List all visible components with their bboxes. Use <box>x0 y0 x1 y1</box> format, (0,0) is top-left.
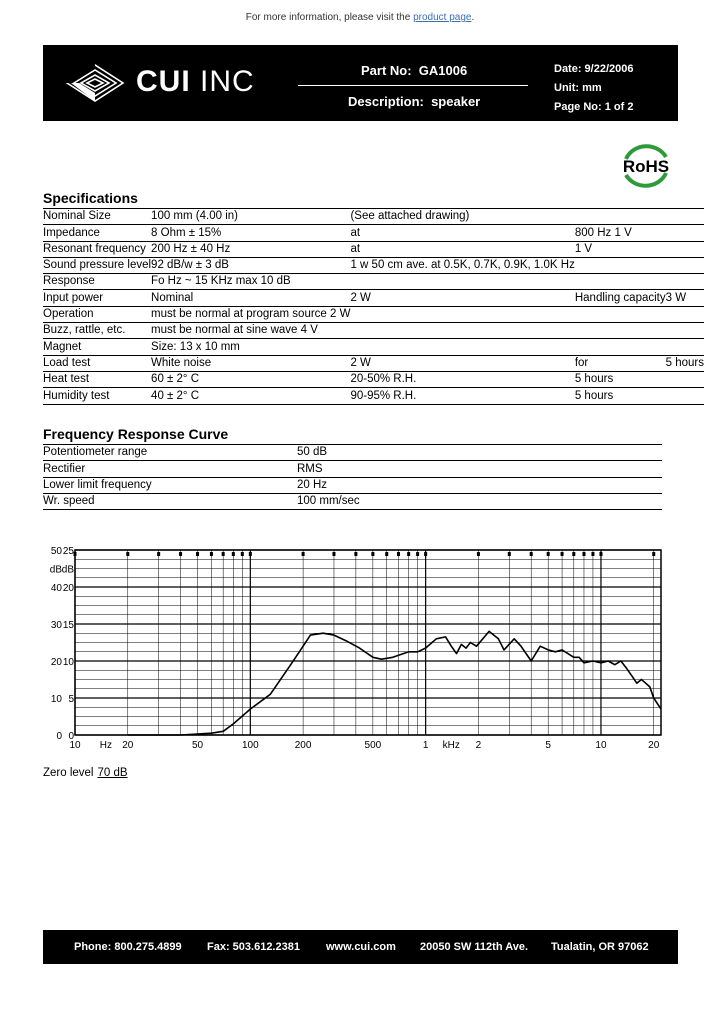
y-tick-label-right: dB <box>61 564 74 576</box>
y-tick-label-left: 30 <box>50 620 62 631</box>
spec-cell: 3 W <box>666 290 704 306</box>
grid-marker <box>397 552 400 556</box>
specifications-table <box>43 208 704 405</box>
grid-marker <box>302 552 305 556</box>
top-info-note <box>0 12 720 23</box>
y-tick-label-left: 40 <box>50 583 62 594</box>
part-value: GA1006 <box>418 63 468 78</box>
spec-cell: Resonant frequency <box>43 241 151 257</box>
spec-cell: 5 hours <box>666 355 704 371</box>
grid-marker <box>561 552 564 556</box>
footer-bar <box>43 930 678 964</box>
spec-cell <box>666 339 704 355</box>
y-tick-label-right: 0 <box>68 731 74 742</box>
part-number <box>361 63 467 78</box>
y-tick-label-left: 50 <box>50 546 62 557</box>
footer-fax: Fax: 503.612.2381 <box>207 941 300 953</box>
spec-cell <box>666 241 704 257</box>
freq-row <box>43 445 662 461</box>
header-banner <box>43 45 678 121</box>
spec-cell: at <box>350 225 574 241</box>
header-divider <box>298 85 528 86</box>
footer-phone: Phone: 800.275.4899 <box>74 941 182 953</box>
spec-cell: Handling capacity <box>575 290 666 306</box>
spec-cell <box>666 274 704 290</box>
spec-row <box>43 323 704 339</box>
spec-row <box>43 241 704 257</box>
spec-cell: (See attached drawing) <box>350 209 574 225</box>
freq-cell: Potentiometer range <box>43 445 297 461</box>
spec-cell: Humidity test <box>43 388 151 404</box>
desc-value: speaker <box>431 94 481 109</box>
spec-cell: 2 W <box>350 290 574 306</box>
spec-cell: Operation <box>43 306 151 322</box>
frequency-table <box>43 444 662 510</box>
x-tick-label: 50 <box>191 740 204 751</box>
x-tick-label: 200 <box>294 740 312 751</box>
spec-row <box>43 388 704 404</box>
spec-cell: 1 w 50 cm ave. at 0.5K, 0.7K, 0.9K, 1.0K Hz <box>350 257 574 273</box>
x-tick-label: Hz <box>99 740 112 751</box>
grid-marker <box>477 552 480 556</box>
x-tick-label: kHz <box>442 740 460 751</box>
grid-marker <box>126 552 129 556</box>
x-tick-label: 5 <box>545 740 551 751</box>
x-tick-label: 2 <box>475 740 482 751</box>
company-name <box>136 65 255 99</box>
part-label: Part No: <box>361 63 412 78</box>
spec-cell: Load test <box>43 355 151 371</box>
spec-cell: Nominal Size <box>43 209 151 225</box>
doc-date: Date: 9/22/2006 <box>554 63 634 75</box>
doc-page: Page No: 1 of 2 <box>554 101 634 113</box>
spec-row <box>43 290 704 306</box>
logo-bold-text: CUI <box>136 65 191 98</box>
product-page-link[interactable]: product page <box>413 12 472 23</box>
spec-cell: 2 W <box>350 355 574 371</box>
spec-cell: Buzz, rattle, etc. <box>43 323 151 339</box>
desc-label: Description: <box>348 94 424 109</box>
y-tick-label-left: 20 <box>50 657 62 668</box>
spec-row <box>43 274 704 290</box>
spec-cell <box>575 323 666 339</box>
spec-cell <box>666 257 704 273</box>
spec-cell: Sound pressure level <box>43 257 151 273</box>
grid-marker <box>222 552 225 556</box>
spec-cell: Size: 13 x 10 mm <box>151 339 350 355</box>
spec-cell: 90-95% R.H. <box>350 388 574 404</box>
rohs-badge-icon <box>618 141 674 191</box>
zero-level-value: 70 dB <box>97 767 128 779</box>
specifications-title: Specifications <box>43 190 138 206</box>
spec-row <box>43 371 704 387</box>
grid-marker <box>416 552 419 556</box>
freq-row <box>43 493 662 509</box>
freq-row <box>43 461 662 477</box>
spec-row <box>43 306 704 322</box>
grid-marker <box>508 552 511 556</box>
spec-cell <box>575 274 666 290</box>
grid-marker <box>232 552 235 556</box>
spec-cell <box>350 323 574 339</box>
spec-cell: 5 hours <box>575 371 666 387</box>
y-tick-label-right: 25 <box>62 546 74 557</box>
grid-marker <box>652 552 655 556</box>
spec-cell <box>666 388 704 404</box>
grid-marker <box>332 552 335 556</box>
spec-cell <box>666 209 704 225</box>
description <box>348 94 480 109</box>
grid-marker <box>241 552 244 556</box>
footer-web[interactable]: www.cui.com <box>326 941 396 953</box>
frequency-title: Frequency Response Curve <box>43 426 229 442</box>
spec-cell: must be normal at sine wave 4 V <box>151 323 350 339</box>
spec-cell: must be normal at program source 2 W <box>151 306 350 322</box>
grid-marker <box>249 552 252 556</box>
spec-cell: 92 dB/w ± 3 dB <box>151 257 350 273</box>
spec-cell: at <box>350 241 574 257</box>
grid-marker <box>599 552 602 556</box>
rohs-text: RoHS <box>622 157 670 176</box>
grid-marker <box>591 552 594 556</box>
spec-cell: Heat test <box>43 371 151 387</box>
zero-level <box>43 767 128 779</box>
grid-marker <box>582 552 585 556</box>
x-tick-label: 10 <box>69 740 81 751</box>
spec-cell: 200 Hz ± 40 Hz <box>151 241 350 257</box>
spec-row <box>43 209 704 225</box>
x-tick-label: 20 <box>122 740 134 751</box>
spec-cell <box>666 371 704 387</box>
freq-cell: 50 dB <box>297 445 662 461</box>
spec-row <box>43 257 704 273</box>
grid-marker <box>547 552 550 556</box>
x-tick-label: 20 <box>648 740 660 751</box>
grid-marker <box>424 552 427 556</box>
freq-cell: RMS <box>297 461 662 477</box>
x-tick-label: 500 <box>364 740 382 751</box>
x-tick-label: 10 <box>595 740 607 751</box>
grid-marker <box>530 552 533 556</box>
y-tick-label-right: 5 <box>68 694 74 705</box>
info-text: For more information, please visit the <box>245 12 414 23</box>
y-tick-label-left: 0 <box>56 731 62 742</box>
grid-marker <box>407 552 410 556</box>
spec-cell <box>575 339 666 355</box>
spec-cell <box>666 323 704 339</box>
spec-cell: Input power <box>43 290 151 306</box>
grid-marker <box>179 552 182 556</box>
spec-cell: for <box>575 355 666 371</box>
doc-meta <box>554 60 634 117</box>
y-tick-label-left: dB <box>49 564 62 576</box>
grid-marker <box>354 552 357 556</box>
doc-unit: Unit: mm <box>554 82 602 94</box>
spec-cell: Nominal <box>151 290 350 306</box>
y-tick-label-right: 20 <box>62 583 74 594</box>
spec-cell: 5 hours <box>575 388 666 404</box>
grid-marker <box>371 552 374 556</box>
spec-row <box>43 355 704 371</box>
spec-cell: 40 ± 2° C <box>151 388 350 404</box>
spec-cell <box>350 339 574 355</box>
spec-cell <box>350 306 574 322</box>
spec-cell <box>575 257 666 273</box>
spec-cell <box>575 209 666 225</box>
freq-cell: 100 mm/sec <box>297 493 662 509</box>
grid-marker <box>385 552 388 556</box>
spec-row <box>43 339 704 355</box>
footer-city: Tualatin, OR 97062 <box>551 941 649 953</box>
response-curve-line <box>128 631 661 735</box>
grid-marker <box>210 552 213 556</box>
info-suffix: . <box>471 12 475 23</box>
spec-cell: Magnet <box>43 339 151 355</box>
freq-cell: Wr. speed <box>43 493 297 509</box>
spec-cell: White noise <box>151 355 350 371</box>
footer-address: 20050 SW 112th Ave. <box>420 941 529 953</box>
spec-cell: Response <box>43 274 151 290</box>
spec-cell: 1 V <box>575 241 666 257</box>
spec-cell: 800 Hz 1 V <box>575 225 666 241</box>
y-tick-label-right: 15 <box>62 620 74 631</box>
spec-cell: 60 ± 2° C <box>151 371 350 387</box>
spec-cell: Impedance <box>43 225 151 241</box>
zero-level-label: Zero level <box>43 767 94 779</box>
spec-cell: 8 Ohm ± 15% <box>151 225 350 241</box>
logo-light-text: INC <box>200 65 255 98</box>
spec-cell: 100 mm (4.00 in) <box>151 209 350 225</box>
spec-row <box>43 225 704 241</box>
spec-cell <box>350 274 574 290</box>
grid-marker <box>196 552 199 556</box>
spec-cell: Fo Hz ~ 15 KHz max 10 dB <box>151 274 350 290</box>
x-tick-label: 100 <box>241 740 259 751</box>
y-tick-label-right: 10 <box>62 657 74 668</box>
spec-cell <box>666 225 704 241</box>
freq-cell: Lower limit frequency <box>43 477 297 493</box>
spec-cell <box>575 306 666 322</box>
frequency-response-chart <box>38 540 668 755</box>
freq-cell: 20 Hz <box>297 477 662 493</box>
freq-cell: Rectifier <box>43 461 297 477</box>
freq-row <box>43 477 662 493</box>
x-tick-label: 1 <box>422 740 429 751</box>
spec-cell: 20-50% R.H. <box>350 371 574 387</box>
grid-marker <box>572 552 575 556</box>
grid-marker <box>157 552 160 556</box>
spec-cell <box>666 306 704 322</box>
y-tick-label-left: 10 <box>50 694 62 705</box>
